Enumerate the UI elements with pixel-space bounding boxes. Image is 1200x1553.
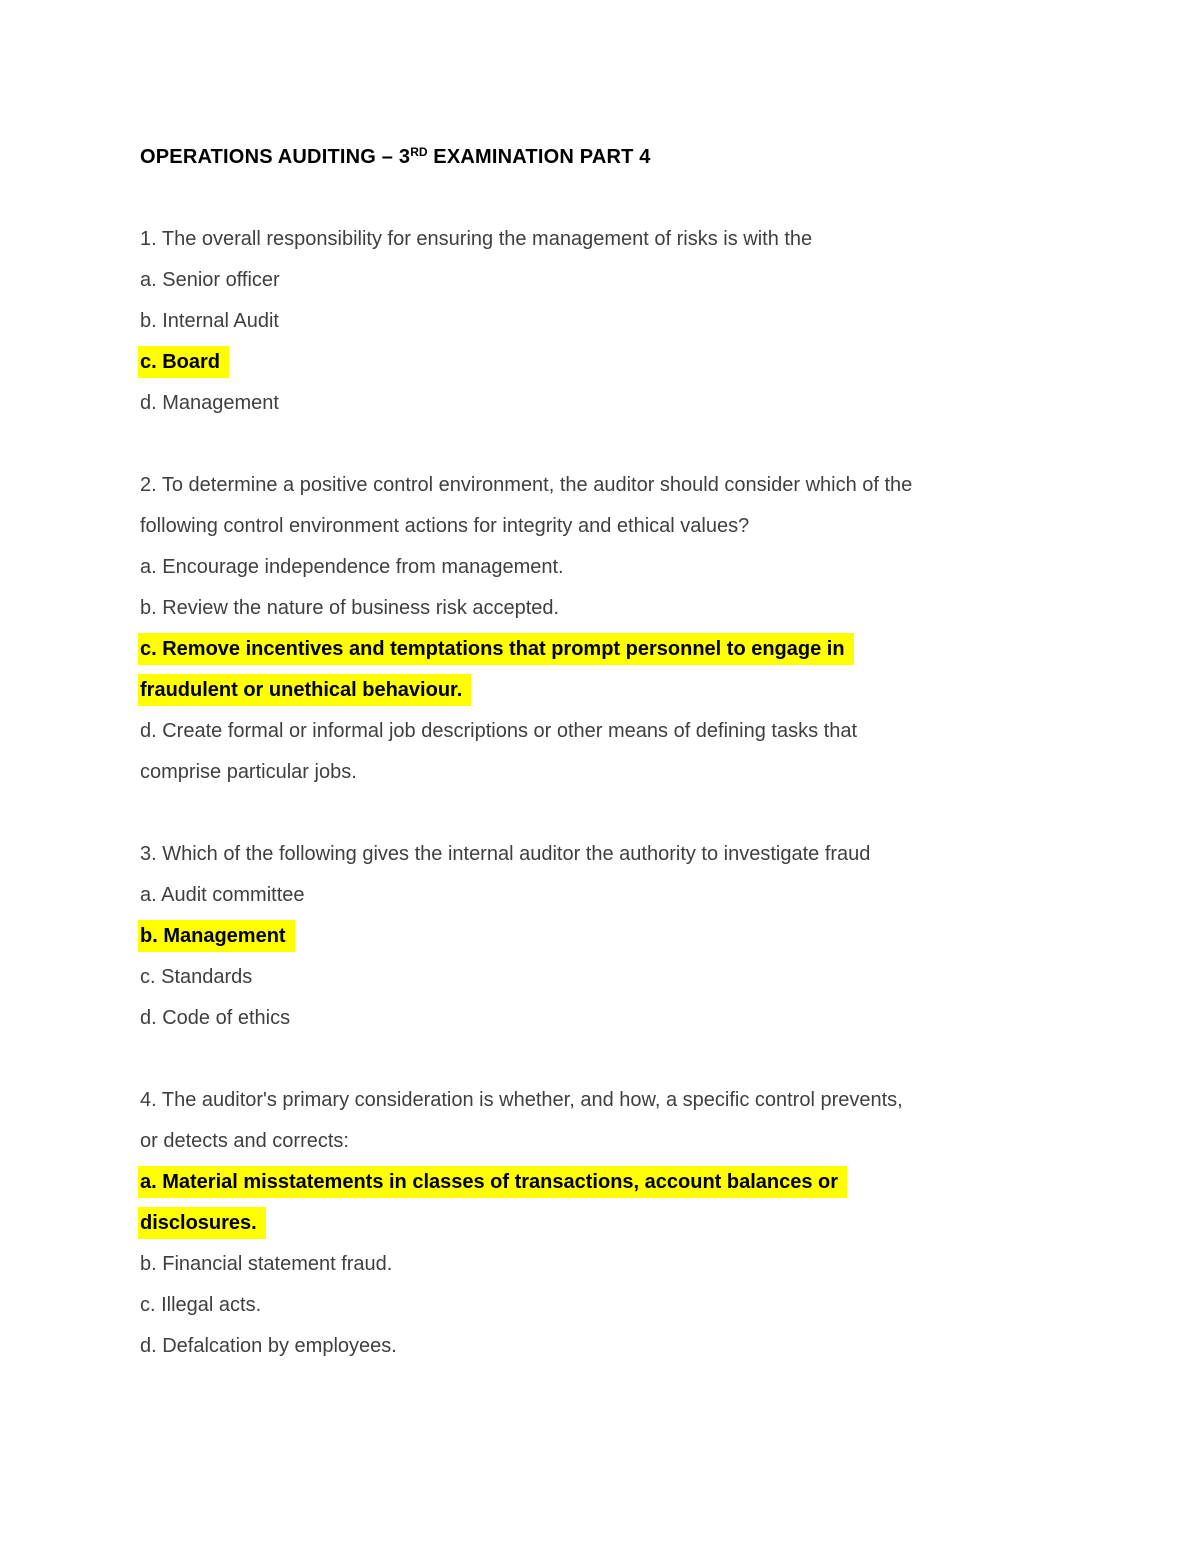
question-text-line: 4. The auditor's primary consideration is whether, and how, a specific control prevents, bbox=[140, 1089, 903, 1111]
question-block bbox=[140, 465, 1090, 793]
answer-option-line bbox=[140, 1203, 1090, 1244]
answer-option-line bbox=[140, 629, 1090, 670]
answer-option-line bbox=[140, 998, 1090, 1039]
question-text-line: 1. The overall responsibility for ensuring the management of risks is with the bbox=[140, 228, 813, 250]
document-title bbox=[140, 132, 1090, 178]
answer-option-line bbox=[140, 1162, 1090, 1203]
option-text: a. Senior officer bbox=[140, 269, 280, 291]
answer-option-line bbox=[140, 670, 1090, 711]
answer-option-line bbox=[140, 260, 1090, 301]
answer-option-line bbox=[140, 875, 1090, 916]
answer-option-line bbox=[140, 1244, 1090, 1285]
question-text-line: following control environment actions for integrity and ethical values? bbox=[140, 515, 750, 537]
option-text: a. Encourage independence from management. bbox=[140, 556, 564, 578]
option-text: d. Management bbox=[140, 392, 279, 414]
correct-answer-text: c. Remove incentives and temptations that prompt personnel to engage in bbox=[138, 633, 854, 665]
option-text: c. Illegal acts. bbox=[140, 1294, 262, 1316]
answer-option-line bbox=[140, 1285, 1090, 1326]
correct-answer-text: a. Material misstatements in classes of transactions, account balances or bbox=[138, 1166, 847, 1198]
answer-option-line bbox=[140, 547, 1090, 588]
question-list bbox=[140, 219, 1090, 1367]
correct-answer-text: disclosures. bbox=[138, 1207, 266, 1239]
option-text: b. Financial statement fraud. bbox=[140, 1253, 393, 1275]
answer-option-line bbox=[140, 916, 1090, 957]
option-text: b. Review the nature of business risk accepted. bbox=[140, 597, 560, 619]
option-text: d. Create formal or informal job descriptions or other means of defining tasks that bbox=[140, 720, 858, 742]
answer-option-line bbox=[140, 342, 1090, 383]
question-text-line: 3. Which of the following gives the internal auditor the authority to investigate fraud bbox=[140, 843, 871, 865]
option-text: b. Internal Audit bbox=[140, 310, 279, 332]
correct-answer-text: c. Board bbox=[138, 346, 229, 378]
answer-option-line bbox=[140, 588, 1090, 629]
question-block bbox=[140, 1080, 1090, 1367]
question-block bbox=[140, 834, 1090, 1039]
option-text: d. Defalcation by employees. bbox=[140, 1335, 397, 1357]
answer-option-line bbox=[140, 752, 1090, 793]
correct-answer-text: b. Management bbox=[138, 920, 295, 952]
answer-option-line bbox=[140, 957, 1090, 998]
option-text: c. Standards bbox=[140, 966, 253, 988]
title-text-suffix: EXAMINATION PART 4 bbox=[427, 146, 651, 168]
question-text-line: or detects and corrects: bbox=[140, 1130, 349, 1152]
option-text: comprise particular jobs. bbox=[140, 761, 357, 783]
answer-option-line bbox=[140, 1326, 1090, 1367]
question-block bbox=[140, 219, 1090, 424]
question-text-line: 2. To determine a positive control environment, the auditor should consider which of the bbox=[140, 474, 913, 496]
title-text-prefix: OPERATIONS AUDITING – 3 bbox=[140, 146, 411, 168]
answer-option-line bbox=[140, 301, 1090, 342]
answer-option-line bbox=[140, 711, 1090, 752]
title-superscript: RD bbox=[410, 145, 428, 159]
option-text: d. Code of ethics bbox=[140, 1007, 291, 1029]
option-text: a. Audit committee bbox=[140, 884, 305, 906]
correct-answer-text: fraudulent or unethical behaviour. bbox=[138, 674, 471, 706]
answer-option-line bbox=[140, 383, 1090, 424]
